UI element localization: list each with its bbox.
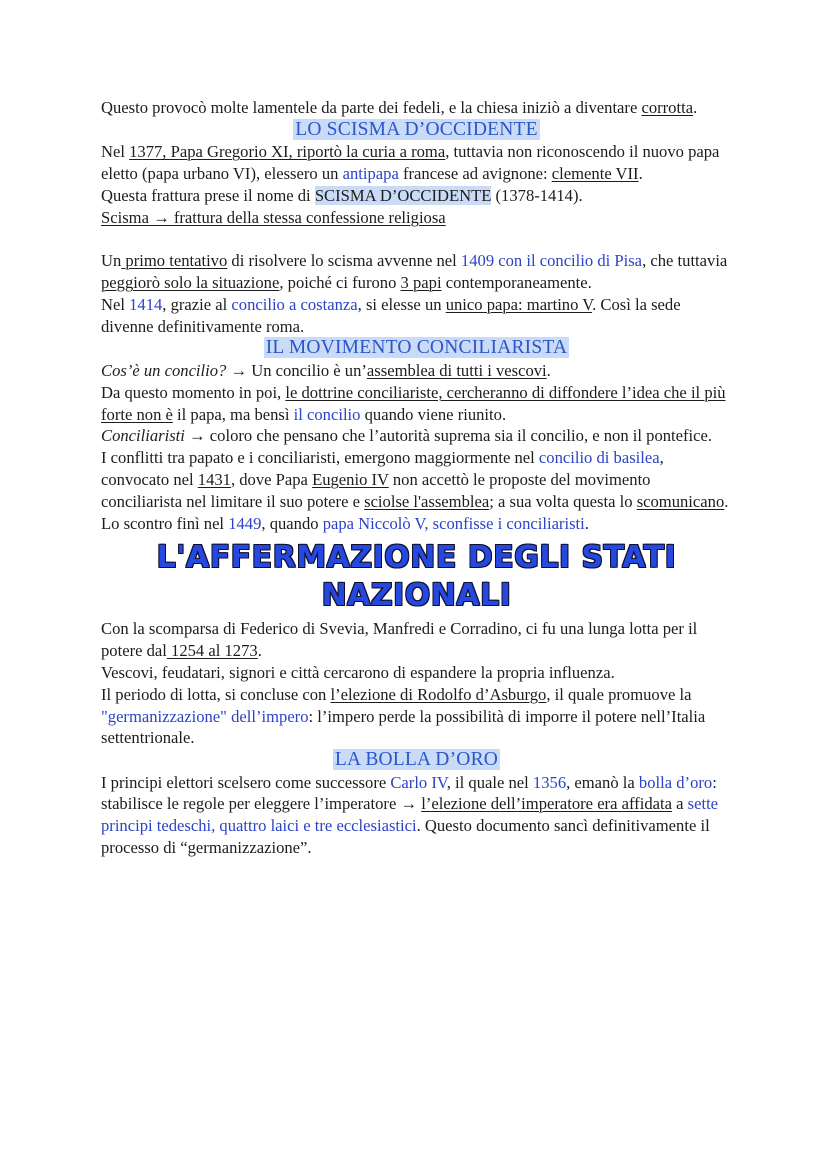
text: Lo scontro finì nel xyxy=(101,513,229,533)
blank-line xyxy=(101,228,732,250)
underlined-text: 3 papi xyxy=(400,273,442,293)
text: I conflitti tra papato e i conciliaristi, emergono maggiormente nel xyxy=(101,448,539,468)
blue-text: sette principi tedeschi, quattro laici e tre ecclesiastici xyxy=(101,794,719,836)
highlighted-text: SCISMA D’OCCIDENTE xyxy=(314,185,492,205)
italic-text: Conciliaristi xyxy=(101,426,185,446)
section-title-line-2: NAZIONALI xyxy=(321,578,512,614)
text: , poiché ci furono xyxy=(279,273,401,293)
text: . xyxy=(638,164,643,184)
text: → coloro che pensano che l’autorità suprema sia il concilio, e non il pontefice. xyxy=(184,426,713,446)
text: non accettò le proposte del movimento conciliarista nel limitare il suo potere e xyxy=(101,469,651,511)
text: . xyxy=(693,98,698,117)
paragraph-1414 xyxy=(101,294,732,338)
blue-text: il concilio xyxy=(293,404,361,424)
heading-scisma xyxy=(101,119,732,142)
underlined-text: l’elezione dell’imperatore era affidata xyxy=(421,794,672,814)
paragraph-corruption xyxy=(101,97,732,119)
blue-text: bolla d’oro xyxy=(638,772,713,792)
paragraph-1377 xyxy=(101,141,732,185)
text: , convocato nel xyxy=(101,448,664,489)
text: Nel xyxy=(101,142,130,162)
paragraph-federico xyxy=(101,618,732,662)
underlined-text: unico papa: martino V xyxy=(445,294,593,314)
text: Il periodo di lotta, si concluse con xyxy=(101,684,331,704)
paragraph-conflitti xyxy=(101,447,732,512)
text: : stabilisce le regole per eleggere l’imperatore → xyxy=(101,772,717,814)
section-title-stati-nazionali xyxy=(101,539,732,615)
paragraph-frattura xyxy=(101,185,732,207)
text: ; a sua volta questa lo xyxy=(489,491,637,511)
paragraph-dottrine xyxy=(101,382,732,426)
paragraph-rodolfo xyxy=(101,684,732,749)
heading-text: LA BOLLA D’ORO xyxy=(334,749,499,771)
text: il papa, ma bensì xyxy=(172,404,294,424)
text: Con la scomparsa di Federico di Svevia, Manfredi e Corradino, ci fu una lunga lotta per il potere dal xyxy=(101,619,698,661)
text: contemporaneamente. xyxy=(441,273,592,293)
text: (1378-1414). xyxy=(491,185,583,205)
blue-text: 1356 xyxy=(532,772,567,792)
paragraph-primo-tentativo xyxy=(101,250,732,294)
underlined-text: clemente VII xyxy=(551,164,639,184)
text: , emanò la xyxy=(566,772,639,792)
heading-bolla xyxy=(101,749,732,772)
underlined-text: scomunicano xyxy=(636,491,725,511)
text: : l’impero perde la possibilità di imporre il potere nell’Italia settentrionale. xyxy=(101,706,706,748)
blue-text: concilio di basilea xyxy=(538,448,660,468)
underlined-text: primo tentativo xyxy=(121,251,228,271)
blue-text: 1409 con il concilio di Pisa xyxy=(460,251,643,271)
blue-text: "germanizzazione" dell’impero xyxy=(101,706,309,726)
paragraph-carlo-iv xyxy=(101,772,732,859)
text: quando viene riunito. xyxy=(360,404,507,424)
text: . xyxy=(257,641,262,661)
text: , si elesse un xyxy=(357,294,446,314)
underlined-text: l’elezione di Rodolfo d’Asburgo xyxy=(330,684,547,704)
underlined-text: non xyxy=(136,404,166,424)
text: , il quale promuove la xyxy=(546,684,692,704)
text: Questa frattura prese il nome di xyxy=(101,185,315,205)
section-title-line-1: L'AFFERMAZIONE DEGLI STATI xyxy=(156,540,677,576)
underlined-text: Eugenio IV xyxy=(312,469,389,489)
underlined-text: corrotta xyxy=(641,98,694,117)
text: Da questo momento in poi, xyxy=(101,382,286,402)
text: , grazie al xyxy=(162,294,232,314)
text: , dove Papa xyxy=(230,469,313,489)
paragraph-definition-scisma xyxy=(101,207,732,229)
text: Un xyxy=(101,251,122,271)
text: Nel xyxy=(101,294,130,314)
blue-text: papa Niccolò V, sconfisse i conciliaristi xyxy=(322,513,585,533)
text: , quando xyxy=(261,513,323,533)
underlined-text: 1431 xyxy=(197,469,231,489)
underlined-text: peggiorò solo la situazione xyxy=(101,273,280,293)
heading-movimento xyxy=(101,337,732,360)
underlined-text: 1254 al 1273 xyxy=(166,641,258,661)
blue-text: antipapa xyxy=(342,164,399,184)
paragraph-vescovi xyxy=(101,662,732,684)
heading-text: IL MOVIMENTO CONCILIARISTA xyxy=(265,337,568,359)
text: . Così la sede divenne definitivamente roma. xyxy=(101,294,681,336)
text: . Questo documento sancì definitivamente il processo di “germanizzazione”. xyxy=(101,816,710,858)
underlined-text: le dottrine conciliariste, cercheranno di diffondere l’idea che il più forte xyxy=(101,382,726,424)
blue-text: 1449 xyxy=(228,513,262,533)
text: . xyxy=(584,513,589,533)
italic-text: Cos’è un concilio? xyxy=(101,360,227,380)
underlined-text: assemblea di tutti i vescovi xyxy=(366,360,547,380)
text: . xyxy=(724,491,729,511)
paragraph-scontro xyxy=(101,513,732,535)
heading-text: LO SCISMA D’OCCIDENTE xyxy=(295,118,538,140)
underlined-text: 1377, Papa Gregorio XI, riportò la curia a roma xyxy=(129,142,446,162)
text: , tuttavia non riconoscendo il nuovo papa eletto (papa urbano VI), elessero un xyxy=(101,142,720,184)
underlined-text: è xyxy=(165,404,173,424)
blue-text: concilio a costanza xyxy=(231,294,358,314)
text: a xyxy=(671,794,688,814)
blue-text: 1414 xyxy=(129,294,163,314)
underlined-text: sciolse l'assemblea xyxy=(364,491,490,511)
text: francese ad avignone: xyxy=(398,164,552,184)
underlined-text: Scisma → frattura della stessa confessione religiosa xyxy=(101,207,446,227)
text: , che tuttavia xyxy=(642,251,728,271)
text: di risolvere lo scisma avvenne nel xyxy=(227,251,461,271)
paragraph-concilio-question xyxy=(101,360,732,382)
blue-text: Carlo IV xyxy=(390,772,447,792)
text: , il quale nel xyxy=(446,772,533,792)
text: Vescovi, feudatari, signori e città cercarono di espandere la propria influenza. xyxy=(101,662,615,682)
text: . xyxy=(546,360,551,380)
text: I principi elettori scelsero come successore xyxy=(101,772,391,792)
paragraph-conciliaristi xyxy=(101,425,732,447)
text: Questo provocò molte lamentele da parte dei fedeli, e la chiesa iniziò a diventare xyxy=(101,98,642,117)
text: → Un concilio è un’ xyxy=(226,360,367,380)
